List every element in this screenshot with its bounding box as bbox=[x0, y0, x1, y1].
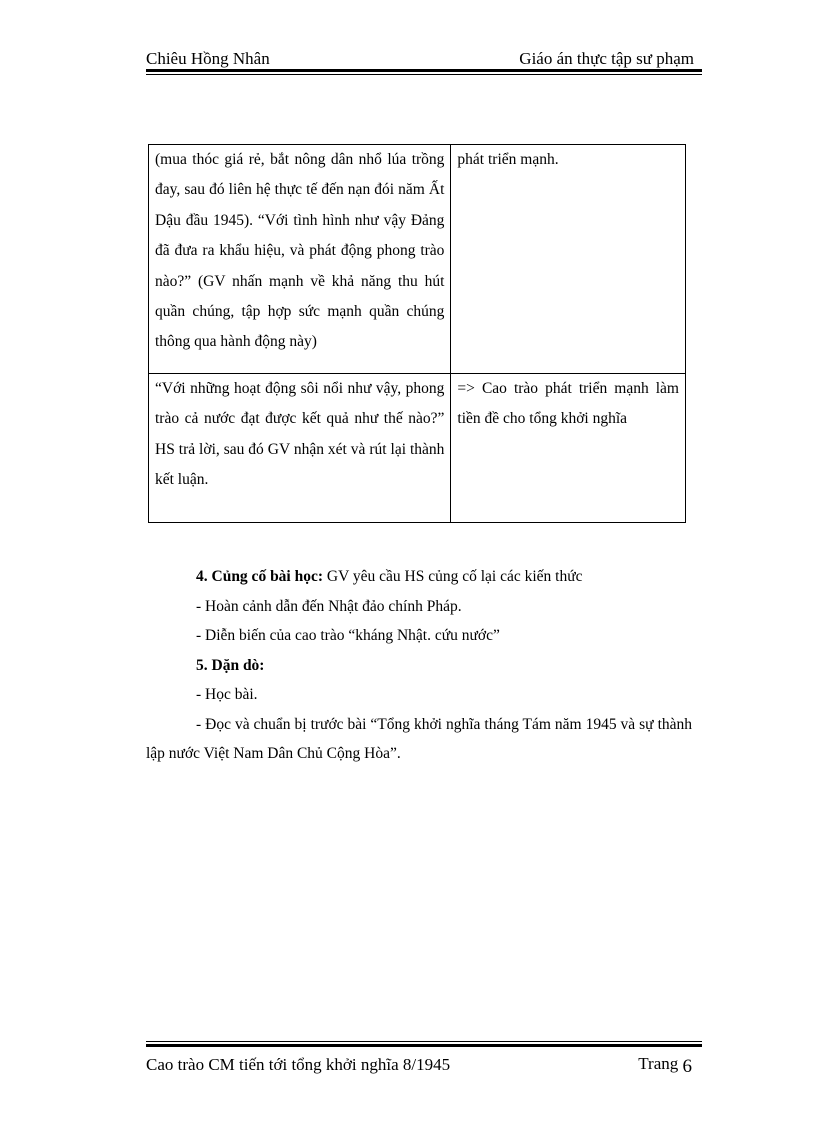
homework-item: - Học bài. bbox=[196, 686, 258, 703]
lesson-body bbox=[146, 562, 692, 769]
teacher-activity-cell bbox=[149, 145, 451, 374]
cell-text: phát triển mạnh. bbox=[457, 151, 559, 168]
page-label: Trang bbox=[638, 1054, 679, 1073]
header-title: Giáo án thực tập sư phạm bbox=[519, 49, 694, 68]
review-item: - Diễn biến của cao trào “kháng Nhật. cứu nước” bbox=[196, 627, 500, 644]
table-row bbox=[149, 374, 686, 523]
page-footer bbox=[146, 1053, 702, 1079]
header-rule-thin bbox=[146, 74, 702, 75]
homework-heading: 5. Dặn dò: bbox=[196, 656, 265, 674]
teacher-activity-cell bbox=[149, 374, 451, 523]
page-header bbox=[146, 49, 698, 71]
homework-heading-line bbox=[146, 651, 692, 681]
footer-page bbox=[638, 1053, 692, 1075]
header-rule-thick bbox=[146, 69, 702, 72]
footer-lesson-title: Cao trào CM tiến tới tổng khởi nghĩa 8/1945 bbox=[146, 1055, 451, 1074]
review-text: GV yêu cầu HS củng cố lại các kiến thức bbox=[323, 568, 583, 585]
lesson-table bbox=[148, 144, 686, 523]
footer-rule-thick bbox=[146, 1044, 702, 1047]
cell-text: “Với những hoạt động sôi nổi như vậy, phong trào cả nước đạt được kết quả như thế nào?” HS trả lời, sau đó GV nhận xét và rút lại thành kết luận. bbox=[155, 380, 445, 489]
content-cell bbox=[451, 374, 686, 523]
header-author: Chiêu Hồng Nhân bbox=[146, 49, 270, 68]
table-row bbox=[149, 145, 686, 374]
page-number: 6 bbox=[682, 1056, 692, 1077]
cell-text: (mua thóc giá rẻ, bắt nông dân nhổ lúa trồng đay, sau đó liên hệ thực tế đến nạn đói năm Ất Dậu đầu 1945). “Với tình hình như vậy Đảng đã đưa ra khẩu hiệu, và phát động phong trào nào?” (GV nhấn mạnh về khả năng thu hút quần chúng, tập hợp sức mạnh quần chúng thông qua hành động này) bbox=[155, 151, 445, 351]
review-heading: 4. Củng cố bài học: bbox=[196, 568, 324, 585]
review-item: - Hoàn cảnh dẫn đến Nhật đảo chính Pháp. bbox=[196, 597, 462, 615]
content-cell bbox=[451, 145, 686, 374]
homework-item: - Đọc và chuẩn bị trước bài “Tổng khởi nghĩa tháng Tám năm 1945 và sự thành lập nước Việt Nam Dân Chủ Cộng Hòa”. bbox=[146, 715, 692, 762]
footer-rule-thin bbox=[146, 1041, 702, 1042]
cell-text: => Cao trào phát triển mạnh làm tiền đề cho tổng khởi nghĩa bbox=[457, 380, 679, 428]
review-paragraph bbox=[146, 562, 692, 592]
